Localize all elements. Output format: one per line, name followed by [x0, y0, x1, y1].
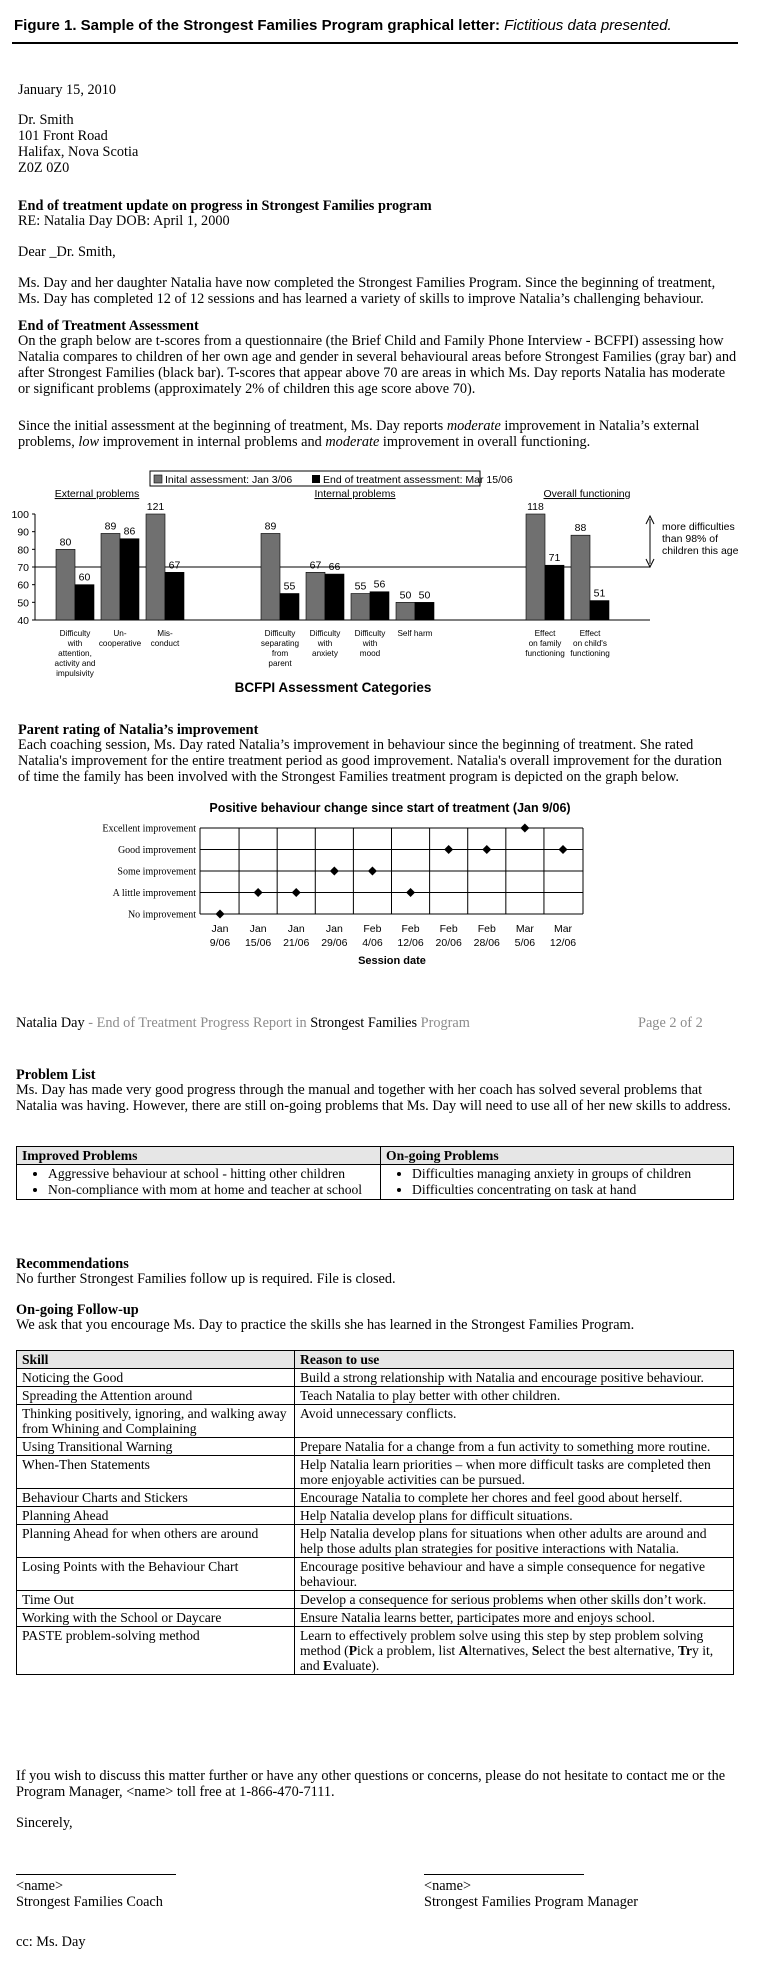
skill-cell: Planning Ahead — [17, 1507, 295, 1525]
category-label: parent — [268, 659, 292, 668]
x-tick-label: 4/06 — [362, 937, 383, 949]
x-tick-label: Feb — [363, 923, 382, 935]
x-tick-label: 29/06 — [321, 937, 348, 949]
category-label: on child's — [573, 639, 607, 648]
category-label: anxiety — [312, 649, 338, 658]
recommendations-heading: Recommendations — [16, 1256, 129, 1272]
category-label: with — [362, 639, 378, 648]
cc-line: cc: Ms. Day — [16, 1934, 86, 1950]
address-block — [18, 112, 138, 176]
bar-initial — [306, 572, 325, 620]
x-tick-label: Jan — [211, 923, 229, 935]
table-row — [17, 1405, 734, 1438]
data-point — [520, 824, 529, 833]
manager-name: <name> — [424, 1878, 472, 1894]
data-point — [292, 888, 301, 897]
coach-name: <name> — [16, 1878, 64, 1894]
skill-col-header: Skill — [17, 1351, 295, 1369]
recommendations-text: No further Strongest Families follow up is required. File is closed. — [16, 1271, 396, 1287]
x-tick-label: Feb — [401, 923, 420, 935]
re-line: RE: Natalia Day DOB: April 1, 2000 — [18, 213, 230, 229]
bar-initial — [146, 514, 165, 620]
legend-label: End of treatment assessment: Mar 15/06 — [323, 474, 513, 486]
figure-caption-bold: Figure 1. Sample of the Strongest Families Program graphical letter: — [14, 17, 500, 34]
data-label: 80 — [59, 536, 72, 549]
bar-initial — [396, 602, 415, 620]
skill-cell: Time Out — [17, 1591, 295, 1609]
category-label: Mis- — [157, 629, 173, 638]
table-row — [17, 1609, 734, 1627]
category-label: impulsivity — [56, 669, 94, 678]
paste-letter: Tr — [677, 1643, 692, 1658]
followup-text: We ask that you encourage Ms. Day to practice the skills she has learned in the Strongest Families Program. — [16, 1317, 635, 1333]
skill-cell: When-Then Statements — [17, 1456, 295, 1489]
x-axis-title: Session date — [358, 955, 426, 967]
bar-initial — [526, 514, 545, 620]
skill-cell: Using Transitional Warning — [17, 1438, 295, 1456]
table-row — [17, 1369, 734, 1387]
data-point — [216, 910, 225, 919]
legend-label: Inital assessment: Jan 3/06 — [165, 474, 293, 486]
bcfpi-bar-chart — [0, 466, 774, 706]
closing-paragraph: If you wish to discuss this matter further or have any other questions or concerns, please do not hesitate to contact me or the Program Manager, <name> toll free at 1-866-470-7111. — [16, 1768, 726, 1800]
problem-list-heading: Problem List — [16, 1067, 96, 1083]
improved-item: • Non-compliance with mom at home and teacher at school — [48, 1182, 376, 1197]
improvement-chart — [0, 798, 774, 988]
footer-report-text: - End of Treatment Progress Report in — [84, 1015, 311, 1031]
paste-letter: S — [531, 1643, 540, 1658]
since-text: improvement in internal problems and — [99, 434, 326, 450]
coach-title: Strongest Families Coach — [16, 1894, 163, 1910]
improved-item: • Aggressive behaviour at school - hitting other children — [48, 1166, 376, 1181]
category-label: conduct — [150, 639, 180, 648]
data-label: 121 — [146, 501, 165, 513]
y-tick-label: 80 — [17, 544, 29, 557]
bar-end — [120, 539, 139, 620]
data-point — [444, 845, 453, 854]
bar-initial — [261, 533, 280, 620]
x-tick-label: Jan — [249, 923, 267, 935]
problems-table — [16, 1146, 734, 1200]
x-tick-label: 21/06 — [283, 937, 310, 949]
y-tick-label: 70 — [17, 562, 29, 574]
table-row — [17, 1387, 734, 1405]
category-label: Un- — [113, 629, 127, 638]
footer-program-suffix: Program — [417, 1015, 470, 1031]
x-tick-label: 28/06 — [473, 937, 500, 949]
followup-heading: On-going Follow-up — [16, 1302, 139, 1318]
since-emphasis: moderate — [446, 418, 501, 434]
bar-end — [415, 602, 434, 620]
letter-date: January 15, 2010 — [18, 82, 117, 98]
paste-letter: A — [458, 1643, 469, 1658]
category-label: from — [271, 649, 289, 658]
category-label: with — [67, 639, 83, 648]
data-point — [330, 867, 339, 876]
bar-end — [165, 572, 184, 620]
data-label: 55 — [283, 580, 296, 593]
data-label: 88 — [574, 522, 587, 535]
problem-list-paragraph: Ms. Day has made very good progress through the manual and together with her coach has solved several problems that Natalia was having. However, there are still on-going problems that Ms. Day will need to use all of her new skills to address. — [16, 1082, 731, 1114]
category-label: Difficulty — [309, 629, 341, 638]
table-row — [17, 1507, 734, 1525]
annotation-text: children this age — [662, 545, 739, 557]
x-tick-label: Jan — [325, 923, 343, 935]
skill-cell: Losing Points with the Behaviour Chart — [17, 1558, 295, 1591]
parent-rating-paragraph: Each coaching session, Ms. Day rated Natalia’s improvement in behaviour since the beginning of treatment. She rated Natalia's improvement for the entire treatment period as good improvement. Natalia's overall improvement for the duration of time the family has been involved with the Strongest Families treatment program is depicted on the graph below. — [18, 737, 722, 785]
manager-title: Strongest Families Program Manager — [424, 1894, 639, 1910]
category-label: activity and — [54, 659, 96, 668]
annotation-text: more difficulties — [662, 521, 735, 533]
table-row — [17, 1627, 734, 1675]
table-row — [17, 1456, 734, 1489]
group-label: Internal problems — [314, 488, 396, 500]
data-label: 71 — [548, 552, 561, 565]
paste-text: ick a problem, list — [357, 1643, 459, 1658]
ongoing-header: On-going Problems — [381, 1147, 734, 1165]
reason-cell — [295, 1627, 734, 1675]
category-label: separating — [260, 639, 300, 648]
ongoing-cell — [381, 1165, 734, 1200]
category-label: attention, — [58, 649, 92, 658]
bar-end — [325, 574, 344, 620]
x-tick-label: Feb — [439, 923, 458, 935]
skill-cell: Noticing the Good — [17, 1369, 295, 1387]
address-line: Dr. Smith — [18, 112, 74, 128]
x-tick-label: Mar — [515, 923, 534, 935]
data-label: 89 — [104, 520, 117, 533]
figure-caption — [14, 17, 672, 34]
bar-initial — [101, 533, 120, 620]
table-row — [17, 1591, 734, 1609]
category-label: Effect — [534, 629, 556, 638]
caption-rule — [12, 42, 738, 44]
address-line: Z0Z 0Z0 — [18, 160, 70, 176]
x-tick-label: 9/06 — [209, 937, 231, 949]
y-level-label: Some improvement — [117, 866, 196, 878]
bar-end — [590, 601, 609, 620]
skill-cell: Working with the School or Daycare — [17, 1609, 295, 1627]
since-emphasis: low — [78, 434, 100, 450]
data-label: 66 — [328, 561, 341, 574]
category-label: on family — [528, 639, 562, 648]
x-tick-label: Jan — [287, 923, 305, 935]
reason-cell: Help Natalia develop plans for situations when other adults are around and help those adults plan strategies for positive interactions with Natalia. — [295, 1525, 734, 1558]
data-label: 51 — [593, 587, 606, 600]
y-tick-label: 40 — [17, 615, 29, 627]
improved-cell — [17, 1165, 381, 1200]
since-text: improvement in Natalia’s external problems, — [18, 418, 700, 450]
group-label: Overall functioning — [543, 488, 631, 500]
y-level-label: No improvement — [127, 909, 196, 921]
x-tick-label: 12/06 — [397, 937, 424, 949]
reason-cell: Develop a consequence for serious problems when other skills don’t work. — [295, 1591, 734, 1609]
data-label: 56 — [373, 578, 386, 591]
category-label: Difficulty — [354, 629, 386, 638]
reason-cell: Ensure Natalia learns better, participates more and enjoys school. — [295, 1609, 734, 1627]
signature-line — [16, 1874, 176, 1875]
address-line: 101 Front Road — [18, 128, 108, 144]
table-row — [17, 1558, 734, 1591]
sincerely: Sincerely, — [16, 1815, 73, 1831]
group-label: External problems — [54, 488, 140, 500]
page-footer — [16, 1015, 470, 1031]
reason-cell: Help Natalia develop plans for difficult situations. — [295, 1507, 734, 1525]
data-label: 60 — [78, 571, 91, 584]
paste-text: valuate). — [332, 1658, 380, 1673]
y-level-label: Excellent improvement — [102, 823, 196, 835]
category-label: mood — [359, 649, 381, 658]
paste-text: elect the best alternative, — [539, 1643, 678, 1658]
category-label: with — [317, 639, 333, 648]
bar-end — [280, 594, 299, 621]
reason-cell: Encourage positive behaviour and have a simple consequence for negative behaviour. — [295, 1558, 734, 1591]
bar-end — [75, 585, 94, 620]
category-label: functioning — [570, 649, 610, 658]
skill-cell: Behaviour Charts and Stickers — [17, 1489, 295, 1507]
chart-title: Positive behaviour change since start of treatment (Jan 9/06) — [209, 801, 571, 815]
salutation: Dear _Dr. Smith, — [18, 244, 116, 260]
data-label: 89 — [264, 520, 277, 533]
since-emphasis: moderate — [325, 434, 380, 450]
x-tick-label: Mar — [553, 923, 573, 935]
y-tick-label: 50 — [17, 597, 29, 610]
intro-paragraph: Ms. Day and her daughter Natalia have now completed the Strongest Families Program. Since the beginning of treatment, Ms. Day has completed 12 of 12 sessions and has learned a variety of skills to improve Natalia’s challenging behaviour. — [18, 275, 716, 307]
footer-name: Natalia Day — [16, 1015, 85, 1031]
data-label: 50 — [418, 589, 431, 602]
table-row — [17, 1525, 734, 1558]
skill-cell: Planning Ahead for when others are around — [17, 1525, 295, 1558]
paste-text: Learn to effectively problem solve using this step by step problem solving method ( — [300, 1628, 704, 1658]
y-level-label: A little improvement — [112, 888, 196, 899]
bar-initial — [571, 535, 590, 620]
paste-letter: E — [323, 1658, 333, 1673]
page-number: Page 2 of 2 — [638, 1015, 703, 1031]
y-tick-label: 100 — [11, 509, 29, 521]
data-label: 118 — [527, 501, 544, 513]
data-point — [254, 888, 263, 897]
reason-cell: Prepare Natalia for a change from a fun activity to something more routine. — [295, 1438, 734, 1456]
data-point — [482, 845, 491, 854]
reason-cell: Encourage Natalia to complete her chores and feel good about herself. — [295, 1489, 734, 1507]
data-label: 55 — [354, 580, 367, 593]
legend-swatch — [154, 475, 162, 483]
skill-cell: Thinking positively, ignoring, and walking away from Whining and Complaining — [17, 1405, 295, 1438]
x-tick-label: Feb — [477, 923, 496, 935]
bar-end — [370, 592, 389, 620]
data-point — [559, 845, 568, 854]
data-label: 50 — [399, 589, 412, 602]
x-tick-label: 5/06 — [514, 937, 536, 949]
since-paragraph — [18, 418, 738, 450]
reason-cell: Help Natalia learn priorities – when more difficult tasks are completed then more enjoyable activities can be pursued. — [295, 1456, 734, 1489]
y-tick-label: 60 — [17, 579, 29, 592]
ongoing-item: • Difficulties managing anxiety in groups of children — [412, 1166, 729, 1181]
legend-swatch — [312, 475, 320, 483]
improved-header: Improved Problems — [17, 1147, 381, 1165]
data-label: 67 — [309, 559, 322, 572]
data-label: 86 — [123, 525, 136, 538]
category-label: Difficulty — [59, 629, 91, 638]
reason-cell: Teach Natalia to play better with other children. — [295, 1387, 734, 1405]
eot-heading: End of Treatment Assessment — [18, 318, 199, 334]
category-label: Difficulty — [264, 629, 296, 638]
figure-caption-italic: Fictitious data presented. — [504, 17, 672, 34]
annotation-text: than 98% of — [662, 533, 719, 545]
parent-rating-heading: Parent rating of Natalia’s improvement — [18, 722, 259, 738]
category-label: Self harm — [397, 629, 433, 638]
footer-program: Strongest Families — [310, 1015, 418, 1031]
data-point — [406, 888, 415, 897]
table-row — [17, 1438, 734, 1456]
reason-cell: Avoid unnecessary conflicts. — [295, 1405, 734, 1438]
skill-cell: Spreading the Attention around — [17, 1387, 295, 1405]
x-tick-label: 12/06 — [549, 937, 577, 949]
since-text: Since the initial assessment at the beginning of treatment, Ms. Day reports — [18, 418, 447, 434]
x-tick-label: 20/06 — [435, 937, 462, 949]
paste-text: lternatives, — [468, 1643, 532, 1658]
address-line: Halifax, Nova Scotia — [18, 144, 139, 160]
data-point — [368, 867, 377, 876]
letter-subject: End of treatment update on progress in Strongest Families program — [18, 198, 432, 214]
category-label: functioning — [525, 649, 565, 658]
signature-line — [424, 1874, 584, 1875]
bar-initial — [56, 549, 75, 620]
y-tick-label: 90 — [17, 526, 29, 539]
skills-table — [16, 1350, 734, 1675]
bar-end — [545, 565, 564, 620]
ongoing-item: • Difficulties concentrating on task at hand — [412, 1182, 729, 1197]
category-label: Effect — [579, 629, 601, 638]
paste-letter: P — [348, 1643, 358, 1658]
reason-col-header: Reason to use — [295, 1351, 734, 1369]
x-tick-label: 15/06 — [244, 937, 272, 949]
reason-cell: Build a strong relationship with Natalia and encourage positive behaviour. — [295, 1369, 734, 1387]
category-label: cooperative — [98, 639, 142, 648]
data-label: 67 — [168, 559, 181, 572]
skill-cell: PASTE problem-solving method — [17, 1627, 295, 1675]
table-row — [17, 1489, 734, 1507]
since-text: improvement in overall functioning. — [379, 434, 591, 450]
y-level-label: Good improvement — [117, 845, 196, 856]
eot-paragraph: On the graph below are t-scores from a questionnaire (the Brief Child and Family Phone Interview - BCFPI) assessing how Natalia compares to children of her own age and gender in several behavioural areas before Strongest Families (gray bar) and after Strongest Families (black bar). T-scores that appear above 70 are areas in which Ms. Day reports Natalia has moderate or significant problems (approximately 2% of children this age score above 70). — [18, 333, 737, 397]
chart-title: BCFPI Assessment Categories — [234, 680, 432, 695]
paste-text: y it, and — [300, 1643, 714, 1673]
bar-initial — [351, 594, 370, 621]
